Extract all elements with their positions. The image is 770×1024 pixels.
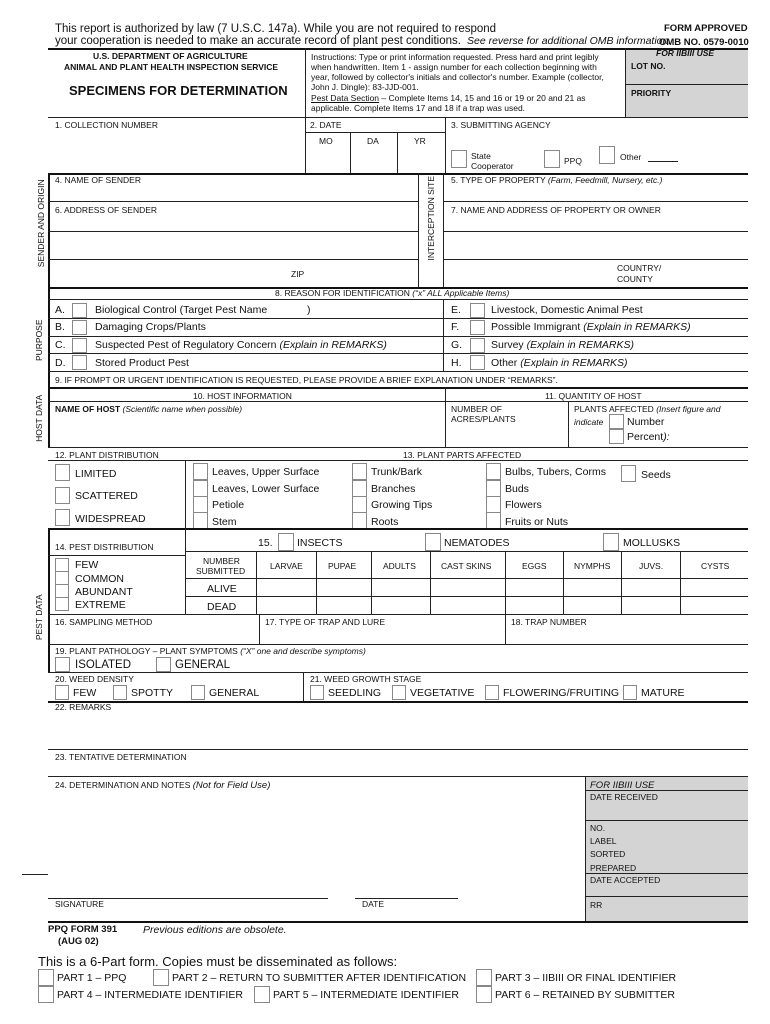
- trap-type-label: 17. TYPE OF TRAP AND LURE: [265, 617, 385, 627]
- part-stem: Stem: [212, 516, 237, 528]
- pest-table-col-3: [430, 551, 431, 614]
- dead-row-top: [185, 596, 748, 597]
- part-petiole: Petiole: [212, 499, 245, 511]
- name-of-host-label: [55, 405, 242, 414]
- number-of-label: NUMBER OF: [451, 404, 502, 414]
- other-label: Other: [620, 152, 642, 162]
- pest-table-col-1: [316, 551, 317, 614]
- fold-mark: [22, 874, 48, 875]
- purpose-left-rule: [48, 287, 50, 387]
- reason-g-checkbox[interactable]: [470, 338, 485, 353]
- few-label: FEW: [75, 559, 99, 571]
- submitting-agency-label: 3. SUBMITTING AGENCY: [451, 120, 551, 130]
- flowering-label: FLOWERING/FRUITING: [503, 687, 620, 699]
- reason-e-letter: E.: [451, 304, 461, 316]
- reason-c-checkbox[interactable]: [72, 338, 87, 353]
- plant-parts-label: 13. PLANT PARTS AFFECTED: [403, 450, 522, 460]
- part-growing-tips-checkbox[interactable]: [352, 496, 367, 513]
- pest-side-label: PEST DATA: [33, 594, 44, 641]
- alive-row-top: [185, 578, 748, 579]
- host-side-label: HOST DATA: [33, 394, 44, 442]
- reason-h-checkbox[interactable]: [470, 355, 485, 370]
- indicate-label: indicate: [574, 417, 604, 427]
- name-of-host-hint: (Scientific name when possible): [122, 404, 243, 414]
- date-yr: YR: [414, 136, 426, 146]
- reason-header-hint: (“x” ALL Applicable Items): [412, 288, 510, 298]
- abundant-checkbox[interactable]: [55, 584, 69, 598]
- pest-col-divider: [185, 528, 186, 614]
- instructions-5-rest: – Complete Items 14, 15 and 16 or 19 or 20 and 21 as: [379, 93, 586, 103]
- iibiii-use-underline: [586, 790, 748, 791]
- sender-rule-1: [48, 201, 418, 202]
- reason-row-1: [48, 318, 748, 319]
- row1-top-rule: [48, 117, 748, 118]
- cooperator-label: Cooperator: [471, 161, 514, 171]
- date-received-label: DATE RECEIVED: [590, 792, 658, 802]
- reason-b-text: Damaging Crops/Plants: [95, 321, 206, 333]
- scattered-checkbox[interactable]: [55, 487, 70, 504]
- reason-c-hint: (Explain in REMARKS): [279, 339, 387, 351]
- row1-divider-2: [445, 117, 446, 173]
- widespread-checkbox[interactable]: [55, 509, 70, 526]
- host-top-rule: [48, 387, 748, 389]
- other-blank-line[interactable]: [648, 161, 678, 162]
- instructions-6: applicable. Complete Items 17 and 18 if a trap was used.: [311, 103, 526, 113]
- dept-name: U.S. DEPARTMENT OF AGRICULTURE: [93, 51, 248, 61]
- pest-table-col-6: [621, 551, 622, 614]
- weed-general-label: GENERAL: [209, 687, 260, 699]
- extreme-label: EXTREME: [75, 599, 126, 611]
- part-branches: Branches: [371, 483, 416, 495]
- mollusks-label: MOLLUSKS: [623, 537, 681, 549]
- reason-rule: [48, 299, 748, 300]
- signature-label: SIGNATURE: [55, 899, 104, 909]
- number-submitted-1: NUMBER: [203, 556, 240, 566]
- date-subrule: [305, 132, 445, 133]
- part-roots-checkbox[interactable]: [352, 512, 367, 529]
- reason-b-checkbox[interactable]: [72, 320, 87, 335]
- iibiii-side-left: [585, 777, 586, 921]
- sampling-method-label: 16. SAMPLING METHOD: [55, 617, 153, 627]
- authority-line-1: This report is authorized by law (7 U.S.C. 147a). While you are not required to respond: [55, 23, 497, 35]
- plants-affected-text: PLANTS AFFECTED: [574, 404, 654, 414]
- row1-divider-1: [305, 117, 306, 173]
- common-checkbox[interactable]: [55, 571, 69, 585]
- distribution-divider: [185, 460, 186, 528]
- header-divider-2: [625, 48, 626, 117]
- part-roots: Roots: [371, 516, 399, 528]
- part-trunk: Trunk/Bark: [371, 466, 422, 478]
- col-nymphs: NYMPHS: [574, 561, 611, 571]
- part-flowers: Flowers: [505, 499, 542, 511]
- reason-g-letter: G.: [451, 339, 463, 351]
- part-petiole-checkbox[interactable]: [193, 496, 208, 513]
- reason-c-text: [95, 340, 387, 351]
- pathology-label: [55, 647, 366, 656]
- part-fruits: Fruits or Nuts: [505, 516, 569, 528]
- isolated-label: ISOLATED: [75, 659, 132, 671]
- pathology-text: 19. PLANT PATHOLOGY – PLANT SYMPTOMS: [55, 646, 238, 656]
- plant-distribution-label: 12. PLANT DISTRIBUTION: [55, 450, 159, 460]
- name-of-host-text: NAME OF HOST: [55, 404, 121, 414]
- reason-h-letter: H.: [451, 357, 462, 369]
- reason-a-text: Biological Control (Target Pest Name: [95, 304, 268, 316]
- tentative-label: 23. TENTATIVE DETERMINATION: [55, 752, 187, 762]
- scattered-label: SCATTERED: [75, 490, 138, 502]
- seedling-checkbox[interactable]: [310, 685, 324, 700]
- type-of-property-hint: (Farm, Feedmill, Nursery, etc.): [547, 175, 663, 185]
- sig-date-label: DATE: [362, 899, 385, 909]
- insects-label: INSECTS: [297, 537, 343, 549]
- part4-checkbox[interactable]: [38, 986, 54, 1003]
- part4-label: PART 4 – INTERMEDIATE IDENTIFIER: [57, 989, 243, 1001]
- mature-label: MATURE: [641, 687, 685, 699]
- weed-few-checkbox[interactable]: [55, 685, 69, 700]
- pest-table-col-2: [371, 551, 372, 614]
- interception-left: [418, 173, 419, 287]
- label-label: LABEL: [590, 836, 617, 846]
- isolated-checkbox[interactable]: [55, 657, 70, 672]
- reason-e-text: Livestock, Domestic Animal Pest: [491, 304, 643, 316]
- pest-table-col-4: [505, 551, 506, 614]
- no-label: NO.: [590, 823, 606, 833]
- nematodes-label: NEMATODES: [444, 537, 510, 549]
- agency-name: ANIMAL AND PLANT HEALTH INSPECTION SERVICE: [64, 62, 279, 72]
- part-branches-checkbox[interactable]: [352, 480, 367, 497]
- footer-top-rule: [48, 921, 748, 923]
- lot-no-label: LOT NO.: [631, 61, 666, 71]
- seedling-label: SEEDLING: [328, 687, 382, 699]
- part-seeds-checkbox[interactable]: [621, 465, 636, 482]
- pathology-hint: (“X” one and describe symptoms): [240, 646, 366, 656]
- reason-f-hint: (Explain in REMARKS): [583, 321, 691, 333]
- percent-label: [627, 432, 670, 443]
- part5-label: PART 5 – INTERMEDIATE IDENTIFIER: [273, 989, 459, 1001]
- reason-divider: [443, 299, 444, 371]
- host-info-label: 10. HOST INFORMATION: [193, 391, 292, 401]
- sorted-label: SORTED: [590, 849, 626, 859]
- reason-h-text: [491, 358, 628, 369]
- reason-row-3: [48, 353, 748, 354]
- county-label: COUNTY: [617, 274, 653, 284]
- form-id: PPQ FORM 391: [48, 924, 118, 935]
- instructions-4: John J. Dingle): 83-JJD-001.: [311, 82, 419, 92]
- limited-label: LIMITED: [75, 468, 117, 480]
- weed-spotty-label: SPOTTY: [131, 687, 174, 699]
- country-label: COUNTRY/: [617, 263, 662, 273]
- iibiii-use-side: FOR IIBIII USE: [590, 780, 655, 791]
- common-label: COMMON: [75, 573, 124, 585]
- part1-checkbox[interactable]: [38, 969, 54, 986]
- vegetative-label: VEGETATIVE: [410, 687, 475, 699]
- reason-a-checkbox[interactable]: [72, 303, 87, 318]
- distribution-top-rule: [48, 447, 748, 448]
- reason-e-checkbox[interactable]: [470, 303, 485, 318]
- interception-site-label: INTERCEPTION SITE: [425, 175, 436, 261]
- remarks-label: 22. REMARKS: [55, 702, 112, 712]
- iibiii-use-box: [626, 48, 748, 117]
- part6-label: PART 6 – RETAINED BY SUBMITTER: [495, 989, 675, 1001]
- reason-d-text: Stored Product Pest: [95, 357, 189, 369]
- reason-a-letter: A.: [55, 304, 65, 316]
- urgent-rule: [48, 371, 748, 372]
- weed-top-rule: [48, 672, 748, 673]
- alive-label: ALIVE: [207, 583, 237, 595]
- obsolete-note: Previous editions are obsolete.: [143, 924, 287, 936]
- reason-c-main: Suspected Pest of Regulatory Concern: [95, 339, 277, 351]
- number-submitted-2: SUBMITTED: [196, 566, 246, 576]
- weed-growth-label: 21. WEED GROWTH STAGE: [310, 674, 422, 684]
- reason-g-hint: (Explain in REMARKS): [526, 339, 634, 351]
- header-divider-1: [305, 48, 306, 117]
- distribution-subrule: [48, 460, 748, 461]
- instructions-5: [311, 94, 586, 103]
- part6-checkbox[interactable]: [476, 986, 492, 1003]
- reason-f-text: [491, 322, 691, 333]
- pest-data-section-link: Pest Data Section: [311, 93, 380, 103]
- part-growing-tips: Growing Tips: [371, 499, 433, 511]
- priority-label: PRIORITY: [631, 88, 672, 98]
- reason-header: [275, 289, 509, 298]
- rr-label: RR: [590, 900, 603, 910]
- host-divider-2: [568, 401, 569, 447]
- header-top-rule: [48, 48, 748, 50]
- insects-checkbox[interactable]: [278, 533, 294, 551]
- reason-b-letter: B.: [55, 321, 65, 333]
- date-label: 2. DATE: [310, 120, 342, 130]
- date-da: DA: [367, 136, 379, 146]
- state-cooperator-checkbox[interactable]: [451, 150, 467, 168]
- col-juvs: JUVS.: [639, 561, 664, 571]
- iibiii-rule-1: [586, 820, 748, 821]
- pest-distribution-label: 14. PEST DISTRIBUTION: [55, 542, 154, 552]
- flowering-checkbox[interactable]: [485, 685, 499, 700]
- form-approved: FORM APPROVED: [664, 23, 748, 34]
- mature-checkbox[interactable]: [623, 685, 637, 700]
- name-of-sender-label: 4. NAME OF SENDER: [55, 175, 141, 185]
- determination-label: [55, 781, 270, 791]
- col-adults: ADULTS: [383, 561, 416, 571]
- col-eggs: EGGS: [522, 561, 547, 571]
- reason-h-main: Other: [491, 357, 518, 369]
- part-buds-checkbox[interactable]: [486, 480, 501, 497]
- form-title: SPECIMENS FOR DETERMINATION: [69, 83, 288, 98]
- weed-density-label: 20. WEED DENSITY: [55, 674, 134, 684]
- other-agency-checkbox[interactable]: [599, 146, 615, 164]
- abundant-label: ABUNDANT: [75, 586, 133, 598]
- determination-hint: (Not for Field Use): [192, 780, 271, 791]
- lot-divider: [626, 84, 748, 85]
- part5-checkbox[interactable]: [254, 986, 270, 1003]
- type-of-property-label: [451, 176, 662, 185]
- extreme-checkbox[interactable]: [55, 597, 69, 611]
- sender-rule-2: [48, 231, 418, 232]
- col-cast-skins: CAST SKINS: [441, 561, 492, 571]
- weed-general-checkbox[interactable]: [191, 685, 205, 700]
- reason-h-hint: (Explain in REMARKS): [520, 357, 628, 369]
- reason-a-close: ): [307, 304, 311, 316]
- iibiii-rule-3: [586, 896, 748, 897]
- reason-g-main: Survey: [491, 339, 524, 351]
- remarks-top-rule: [48, 701, 748, 703]
- nematodes-checkbox[interactable]: [425, 533, 441, 551]
- reason-f-letter: F.: [451, 321, 460, 333]
- number-label: Number: [627, 416, 665, 428]
- ppq-checkbox[interactable]: [544, 150, 560, 168]
- reason-f-main: Possible Immigrant: [491, 321, 581, 333]
- tentative-top-rule: [48, 749, 748, 750]
- pest-left-rule: [48, 528, 50, 672]
- quantity-host-label: 11. QUANTITY OF HOST: [545, 391, 642, 401]
- zip-label: ZIP: [291, 269, 305, 279]
- plants-affected-hint: (Insert figure and: [656, 404, 721, 414]
- col-pupae: PUPAE: [328, 561, 357, 571]
- part-trunk-checkbox[interactable]: [352, 463, 367, 480]
- part2-label: PART 2 – RETURN TO SUBMITTER AFTER IDENTIFICATION: [172, 972, 467, 984]
- property-rule-3: [443, 259, 748, 260]
- date-div-1: [350, 132, 351, 173]
- widespread-label: WIDESPREAD: [75, 513, 146, 525]
- date-mo: MO: [319, 136, 333, 146]
- part2-checkbox[interactable]: [153, 969, 169, 986]
- sampling-divider-1: [259, 614, 260, 644]
- prepared-label: PREPARED: [590, 863, 637, 873]
- host-left-rule: [48, 387, 50, 447]
- see-reverse-note: See reverse for additional OMB information.: [467, 35, 672, 47]
- reason-g-text: [491, 340, 634, 351]
- part1-label: PART 1 – PPQ: [57, 972, 127, 984]
- vegetative-checkbox[interactable]: [392, 685, 406, 700]
- property-rule-2: [443, 231, 748, 232]
- general-checkbox[interactable]: [156, 657, 171, 672]
- sampling-divider-2: [505, 614, 506, 644]
- authority-line-2: your cooperation is needed to make an accurate record of plant pest conditions.: [55, 35, 461, 47]
- address-of-sender-label: 6. ADDRESS OF SENDER: [55, 205, 158, 215]
- part-bulbs-checkbox[interactable]: [486, 463, 501, 480]
- part3-label: PART 3 – IIBIII OR FINAL IDENTIFIER: [495, 972, 677, 984]
- part-flowers-checkbox[interactable]: [486, 496, 501, 513]
- part-fruits-checkbox[interactable]: [486, 512, 501, 529]
- collection-number-label: 1. COLLECTION NUMBER: [55, 120, 158, 130]
- part-bulbs: Bulbs, Tubers, Corms: [505, 466, 606, 478]
- date-accepted-label: DATE ACCEPTED: [590, 875, 661, 885]
- weed-few-label: FEW: [73, 687, 97, 699]
- host-divider: [445, 387, 446, 447]
- instructions-3: year, followed by collector's initials and collector's number. Example (collector,: [311, 72, 604, 82]
- iibiii-use-label: FOR IIBIII USE: [656, 48, 715, 58]
- trap-number-label: 18. TRAP NUMBER: [511, 617, 587, 627]
- plants-affected-label: [574, 405, 720, 414]
- acres-plants-label: ACRES/PLANTS: [451, 414, 516, 424]
- reason-d-letter: D.: [55, 357, 66, 369]
- weed-divider: [303, 672, 304, 701]
- reason-d-checkbox[interactable]: [72, 355, 87, 370]
- pest-top-rule: [48, 528, 748, 530]
- part-leaves-upper-checkbox[interactable]: [193, 463, 208, 480]
- reason-header-text: 8. REASON FOR IDENTIFICATION: [275, 288, 410, 298]
- part-leaves-lower: Leaves, Lower Surface: [212, 483, 320, 495]
- iibiii-rule-2: [586, 873, 748, 874]
- percent-checkbox[interactable]: [609, 429, 624, 444]
- pest-dist-rule: [48, 555, 185, 556]
- pest-header-rule: [185, 551, 748, 552]
- urgent-explanation: 9. IF PROMPT OR URGENT IDENTIFICATION IS REQUESTED, PLEASE PROVIDE A BRIEF EXPLANATION UNDER “REMARKS”.: [55, 375, 558, 385]
- six-part-note: This is a 6-Part form. Copies must be disseminated as follows:: [38, 954, 398, 969]
- state-label: State: [471, 151, 491, 161]
- item-15-label: 15.: [258, 537, 273, 549]
- pest-table-col-7: [680, 551, 681, 614]
- instructions-1: Instructions: Type or print information requested. Press hard and print legibly: [311, 52, 599, 62]
- reason-c-letter: C.: [55, 339, 66, 351]
- part-seeds: Seeds: [641, 469, 671, 481]
- type-of-property-text: 5. TYPE OF PROPERTY: [451, 175, 546, 185]
- part-leaves-upper: Leaves, Upper Surface: [212, 466, 320, 478]
- determination-text: 24. DETERMINATION AND NOTES: [55, 780, 191, 790]
- col-larvae: LARVAE: [270, 561, 303, 571]
- number-checkbox[interactable]: [609, 414, 624, 429]
- part3-checkbox[interactable]: [476, 969, 492, 986]
- weed-spotty-checkbox[interactable]: [113, 685, 127, 700]
- part-buds: Buds: [505, 483, 529, 495]
- limited-checkbox[interactable]: [55, 464, 70, 481]
- percent-suffix: ):: [663, 431, 670, 443]
- omb-number: OMB NO. 0579-0010: [659, 37, 749, 48]
- percent-text: Percent: [627, 431, 664, 443]
- part-leaves-lower-checkbox[interactable]: [193, 480, 208, 497]
- mollusks-checkbox[interactable]: [603, 533, 619, 551]
- few-checkbox[interactable]: [55, 558, 69, 572]
- part-stem-checkbox[interactable]: [193, 512, 208, 529]
- sender-rule-3: [48, 259, 418, 260]
- reason-row-2: [48, 336, 748, 337]
- col-cysts: CYSTS: [701, 561, 730, 571]
- sender-side-label: SENDER AND ORIGIN: [35, 179, 46, 268]
- date-div-2: [397, 132, 398, 173]
- interception-right: [443, 173, 444, 287]
- property-owner-label: 7. NAME AND ADDRESS OF PROPERTY OR OWNER: [451, 205, 661, 215]
- pest-table-col-0: [256, 551, 257, 614]
- pathology-top-rule: [48, 644, 748, 645]
- sampling-top-rule: [48, 614, 748, 615]
- dead-label: DEAD: [207, 601, 237, 613]
- instructions-2: when handwritten. Item 1 - assign number for each collection beginning with: [311, 62, 597, 72]
- purpose-side-label: PURPOSE: [33, 319, 44, 362]
- ppq-label: PPQ: [564, 156, 582, 166]
- property-rule-1: [443, 201, 748, 202]
- sender-left-rule: [48, 173, 50, 287]
- pest-table-col-5: [563, 551, 564, 614]
- reason-f-checkbox[interactable]: [470, 320, 485, 335]
- host-subrule: [48, 401, 748, 402]
- general-label: GENERAL: [175, 659, 230, 671]
- form-date: (AUG 02): [58, 936, 99, 947]
